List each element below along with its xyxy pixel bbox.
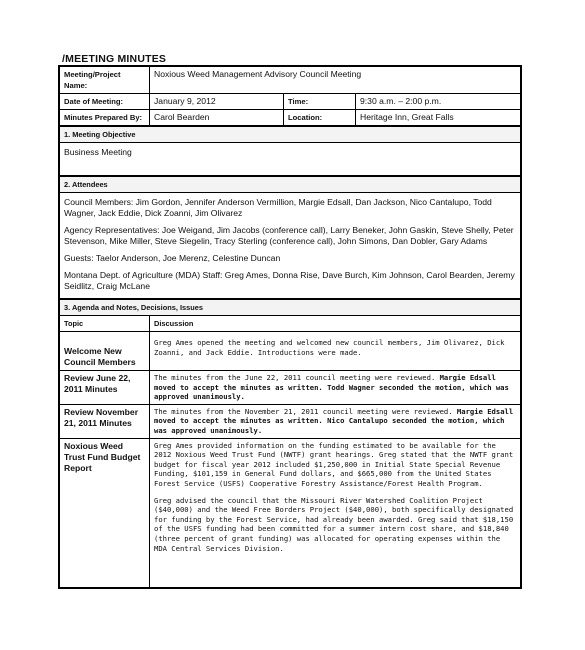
agenda-topic: Review November 21, 2011 Minutes	[60, 404, 150, 438]
agenda-row	[60, 371, 521, 405]
minutes-form	[58, 65, 522, 589]
prepared-by-value: Carol Bearden	[150, 110, 284, 126]
motion-text: Margie Edsall moved to accept the minutes as written. Nico Cantalupo seconded the motion, which was approved unanimously.	[154, 406, 514, 435]
agenda-topic: Welcome New Council Members	[60, 332, 150, 371]
meeting-name-value: Noxious Weed Management Advisory Council Meeting	[150, 67, 521, 94]
agenda-row	[60, 332, 521, 371]
motion-text: Margie Edsall moved to accept the minutes as written. Todd Wagner seconded the motion, which was approved unanimously.	[154, 373, 509, 402]
objective-text: Business Meeting	[60, 143, 521, 176]
time-label: Time:	[284, 94, 356, 110]
attendees-mda-staff: Montana Dept. of Agriculture (MDA) Staff: Greg Ames, Donna Rise, Dave Burch, Kim Johnson, Carol Bearden, Jeremy Seidlitz, Craig McLane	[64, 270, 515, 291]
objective-heading: 1. Meeting Objective	[60, 127, 521, 143]
attendees-guests: Guests: Taelor Anderson, Joe Merenz, Celestine Duncan	[64, 253, 281, 263]
date-time-row	[60, 94, 521, 110]
agenda-heading: 3. Agenda and Notes, Decisions, Issues	[60, 300, 521, 316]
discussion-column-header: Discussion	[150, 316, 521, 332]
agenda-table	[59, 299, 521, 588]
location-value: Heritage Inn, Great Falls	[356, 110, 521, 126]
agenda-row	[60, 404, 521, 438]
agenda-discussion: Greg Ames opened the meeting and welcomed new council members, Jim Olivarez, Dick Zoanni, and Jack Eddie. Introductions were made.	[150, 332, 521, 371]
attendees-block	[60, 193, 521, 299]
attendees-table	[59, 176, 521, 299]
objective-table	[59, 126, 521, 176]
agenda-topic: Review June 22, 2011 Minutes	[60, 371, 150, 405]
discussion-paragraph: Greg Ames provided information on the funding estimated to be available for the 2012 Noxious Weed Trust Fund (NWTF) grant hearings. Greg stated that the NWTF grant budget for fiscal year 2012 included $1,250,000 in Initial State Special Revenue Funding, $101,159 in General Fund dollars, and $665,000 from the United States Forest Service (USFS) Cooperative Forestry Assistance/Forest Health Program.	[154, 440, 514, 488]
attendees-agency: Agency Representatives: Joe Weigand, Jim Jacobs (conference call), Larry Beneker, John Gaskin, Steve Shelly, Peter Stevenson, Mike Miller, Steve Siegelin, Tracy Sterling (conference call), John Simons, Dan Dobler, Gary Adams	[64, 225, 514, 246]
time-value: 9:30 a.m. – 2:00 p.m.	[356, 94, 521, 110]
agenda-discussion	[150, 371, 521, 405]
date-label: Date of Meeting:	[60, 94, 150, 110]
header-table	[59, 66, 521, 126]
attendees-heading: 2. Attendees	[60, 177, 521, 193]
agenda-discussion	[150, 404, 521, 438]
topic-column-header: Topic	[60, 316, 150, 332]
date-value: January 9, 2012	[150, 94, 284, 110]
document-title: /MEETING MINUTES	[62, 53, 167, 65]
prepared-by-label: Minutes Prepared By:	[60, 110, 150, 126]
meeting-name-label: Meeting/Project Name:	[60, 67, 150, 94]
discussion-text: The minutes from the June 22, 2011 council meeting were reviewed.	[154, 373, 440, 382]
agenda-row	[60, 438, 521, 588]
agenda-discussion	[150, 438, 521, 588]
discussion-text: The minutes from the November 21, 2011 council meeting were reviewed.	[154, 406, 457, 416]
prepared-location-row	[60, 110, 521, 126]
meeting-name-row	[60, 67, 521, 94]
attendees-council: Council Members: Jim Gordon, Jennifer Anderson Vermillion, Margie Edsall, Dan Jackson, Nico Cantalupo, Todd Wagner, Jack Eddie, Dick Zoanni, Jim Olivarez	[64, 197, 492, 218]
agenda-topic: Noxious Weed Trust Fund Budget Report	[60, 438, 150, 588]
discussion-paragraph: Greg advised the council that the Missouri River Watershed Coalition Project ($40,000) and the Weed Free Borders Project ($40,000), both specifically designated for funding by the Forest Service, had already been awarded. Greg said that $18,150 of the USFS funding had been committed for a summer intern cost share, and $18,840 (three percent of grant funding) was allocated for operating expenses within the MDA Central Services Division.	[154, 495, 514, 553]
location-label: Location:	[284, 110, 356, 126]
